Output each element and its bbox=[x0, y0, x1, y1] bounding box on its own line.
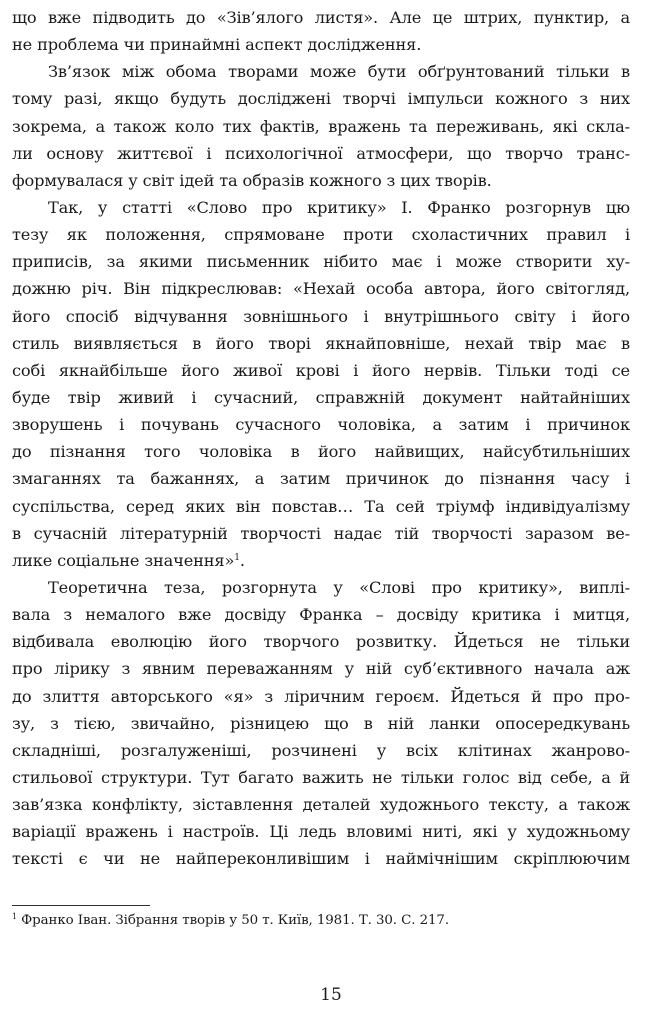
text-line: формувалася у світ ідей та образів кожного з цих творів. bbox=[12, 170, 492, 190]
text-line: Зв’язок між обома творами може бути обґрунтований тільки в bbox=[48, 62, 630, 82]
text-line-content: лике соціальне значення» bbox=[12, 550, 235, 570]
text-line: буде твір живий і сучасний, справжній документ найтайніших bbox=[12, 387, 630, 407]
text-line: ли основу життєвої і психологічної атмосфери, що творчо транс- bbox=[12, 143, 630, 163]
body-text bbox=[12, 4, 630, 873]
text-line: зокрема, а також коло тих фактів, вражень та переживань, які скла- bbox=[12, 116, 630, 136]
text-line: стильової структури. Тут багато важить не тільки голос від себе, а й bbox=[12, 767, 630, 787]
text-line: складніші, розгалуженіші, розчинені у всіх клітинах жанрово- bbox=[12, 740, 630, 760]
text-line: суспільства, серед яких він повстав… Та сей тріумф індивідуалізму bbox=[12, 496, 630, 516]
page-number: 15 bbox=[320, 985, 342, 1005]
paragraph-1 bbox=[12, 4, 630, 58]
text-line: приписів, за якими письменник нібито має і може створити ху- bbox=[12, 252, 630, 272]
text-line: Теоретична теза, розгорнута у «Слові про критику», виплі- bbox=[48, 577, 630, 597]
text-line: до злиття авторського «я» з ліричним героєм. Йдеться й про про- bbox=[12, 686, 630, 706]
text-line: змаганнях та бажаннях, а затим причинок до пізнання часу і bbox=[12, 469, 630, 489]
paragraph-3 bbox=[12, 194, 630, 574]
text-line: його спосіб відчування зовнішнього і внутрішнього світу і його bbox=[12, 306, 630, 326]
text-line: що вже підводить до «Зів’ялого листя». Але це штрих, пунктир, а bbox=[12, 8, 630, 27]
text-line: зу, з тією, звичайно, різницею що в ній ланки опосередкувань bbox=[12, 713, 630, 733]
text-line: вала з немалого вже досвіду Франка – досвіду критика і митця, bbox=[12, 605, 630, 625]
footnote-reference[interactable]: 1 bbox=[234, 552, 240, 563]
text-line: собі якнайбільше його живої крові і його нервів. Тільки тоді се bbox=[12, 360, 630, 380]
text-line: варіації вражень і настроїв. Ці ледь вловимі ниті, які у художньому bbox=[12, 822, 630, 842]
footnote-divider bbox=[12, 905, 150, 906]
text-line: тексті є чи не найпереконливішим і наймічнішим скріплюючим bbox=[12, 849, 630, 869]
footnote-marker: 1 bbox=[12, 912, 17, 921]
footnote bbox=[12, 912, 449, 930]
text-line: до пізнання того чоловіка в його найвищих, найсубтильніших bbox=[12, 442, 630, 462]
text-line: відбивала еволюцію його творчого розвитку. Йдеться не тільки bbox=[12, 632, 630, 652]
text-line: не проблема чи принаймні аспект дослідження. bbox=[12, 35, 422, 55]
text-line: Так, у статті «Слово про критику» І. Франко розгорнув цю bbox=[48, 197, 630, 217]
text-line: дожню річ. Він підкреслював: «Нехай особа автора, його світогляд, bbox=[12, 279, 630, 299]
text-line: зав’язка конфлікту, зіставлення деталей художнього тексту, а також bbox=[12, 795, 630, 815]
paragraph-4 bbox=[12, 574, 630, 873]
paragraph-2 bbox=[12, 58, 630, 194]
footnote-text: Франко Іван. Зібрання творів у 50 т. Київ, 1981. Т. 30. С. 217. bbox=[21, 913, 449, 928]
text-line: про лірику з явним переважанням у ній суб’єктивного начала аж bbox=[12, 659, 630, 679]
text-line-punctuation: . bbox=[239, 550, 245, 570]
text-line: тому разі, якщо будуть досліджені творчі імпульси кожного з них bbox=[12, 89, 630, 109]
text-line: стиль виявляється в його творі якнайповніше, нехай твір має в bbox=[12, 333, 630, 353]
text-line: зворушень і почувань сучасного чоловіка, а затим і причинок bbox=[12, 415, 630, 435]
text-line: тезу як положення, спрямоване проти схоластичних правил і bbox=[12, 225, 630, 245]
text-line bbox=[12, 547, 630, 574]
text-line: в сучасній літературній творчості надає тій творчості заразом ве- bbox=[12, 523, 630, 543]
